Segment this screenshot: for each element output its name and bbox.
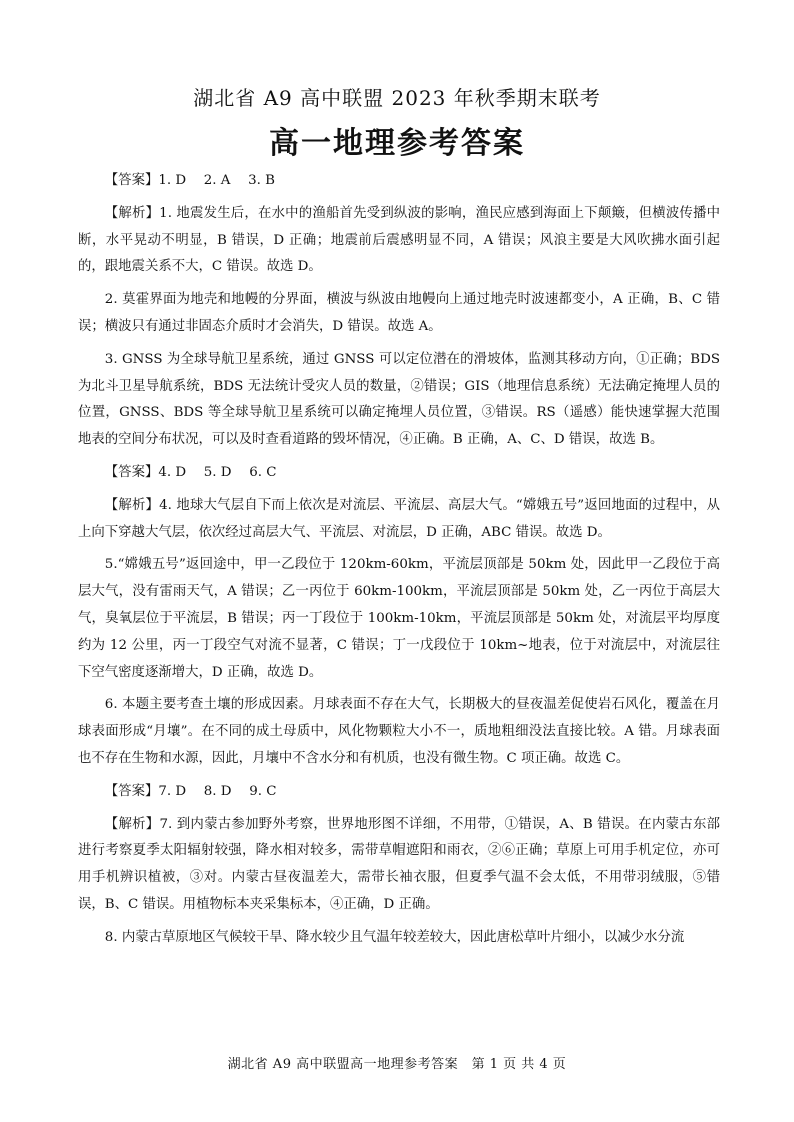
exam-header-title: 湖北省 A9 高中联盟 2023 年秋季期末联考	[193, 86, 601, 110]
answer-paragraph: 【答案】1. D 2. A 3. B	[104, 173, 275, 188]
answer-paragraph: 【答案】7. D 8. D 9. C	[104, 783, 277, 799]
answer-paragraph: 2. 莫霍界面为地壳和地幔的分界面，横波与纵波由地幔向上通过地壳时波速都变小，A 正确，B、C 错误；横波只有通过非固态介质时才会消失，D 错误。故选 A。	[78, 292, 720, 334]
answer-paragraph: 【解析】7. 到内蒙古参加野外考察，世界地形图不详细，不用带，①错误，A、B 错误。在内蒙古东部进行考察夏季太阳辐射较强，降水相对较多，需带草帽遮阳和雨衣，②⑥正确；草原上可用手机定位，亦可用手机辨识植被，③对。内蒙古昼夜温差大，需带长袖衣服，但夏季气温不会太低，不用带羽绒服，⑤错误，B、C 错误。用植物标本夹采集标本，④正确，D 正确。	[78, 816, 720, 912]
page-title: 高一地理参考答案	[269, 126, 525, 161]
page-footer: 湖北省 A9 高中联盟高一地理参考答案 第 1 页 共 4 页	[227, 1057, 567, 1072]
answer-paragraph: 5.“嫦娥五号”返回途中，甲一乙段位于 120km-60km，平流层顶部是 50km 处，因此甲一乙段位于高层大气，没有雷雨天气，A 错误；乙一丙位于 60km-100km，平流层顶部是 50km 处，乙一丙位于高层大气，臭氧层位于平流层，B 错误；丙一丁段位于 100km-10km，平流层顶部是 50km 处，对流层平均厚度约为 12 公里，丙一丁段空气对流不显著，C 错误；丁一戊段位于 10km~地表，位于对流层中，对流层往下空气密度逐渐增大，D 正确，故选 D。	[78, 557, 720, 680]
answer-paragraph: 6. 本题主要考查土壤的形成因素。月球表面不存在大气，长期极大的昼夜温差促使岩石风化，覆盖在月球表面形成“月壤”。在不同的成土母质中，风化物颗粒大小不一，质地粗细没法直接比较。A 错。月球表面也不存在生物和水源，因此，月壤中不含水分和有机质，也没有微生物。C 项正确。故选 C。	[78, 697, 720, 766]
answer-content	[78, 168, 720, 958]
answer-paragraph: 3. GNSS 为全球导航卫星系统，通过 GNSS 可以定位潜在的滑坡体，监测其移动方向，①正确；BDS 为北斗卫星导航系统，BDS 无法统计受灾人员的数量，②错误；GIS（地理信息系统）无法确定掩埋人员的位置，GNSS、BDS 等全球导航卫星系统可以确定掩埋人员位置，③错误。RS（遥感）能快速掌握大范围地表的空间分布状况，可以及时查看道路的毁坏情况，④正确。B 正确，A、C、D 错误，故选 B。	[78, 351, 720, 448]
answer-paragraph: 【解析】1. 地震发生后，在水中的渔船首先受到纵波的影响，渔民应感到海面上下颠簸，但横波传播中断，水平晃动不明显，B 错误，D 正确；地震前后震感明显不同，A 错误；风浪主要是大风吹拂水面引起的，跟地震关系不大，C 错误。故选 D。	[78, 205, 720, 275]
answer-paragraph: 【解析】4. 地球大气层自下而上依次是对流层、平流层、高层大气。“嫦娥五号”返回地面的过程中，从上向下穿越大气层，依次经过高层大气、平流层、对流层，D 正确，ABC 错误。故选 D。	[78, 497, 720, 540]
answer-paragraph: 8. 内蒙古草原地区气候较干旱、降水较少且气温年较差较大，因此唐松草叶片细小，以减少水分流	[104, 929, 685, 945]
answer-paragraph: 【答案】4. D 5. D 6. C	[104, 464, 277, 480]
